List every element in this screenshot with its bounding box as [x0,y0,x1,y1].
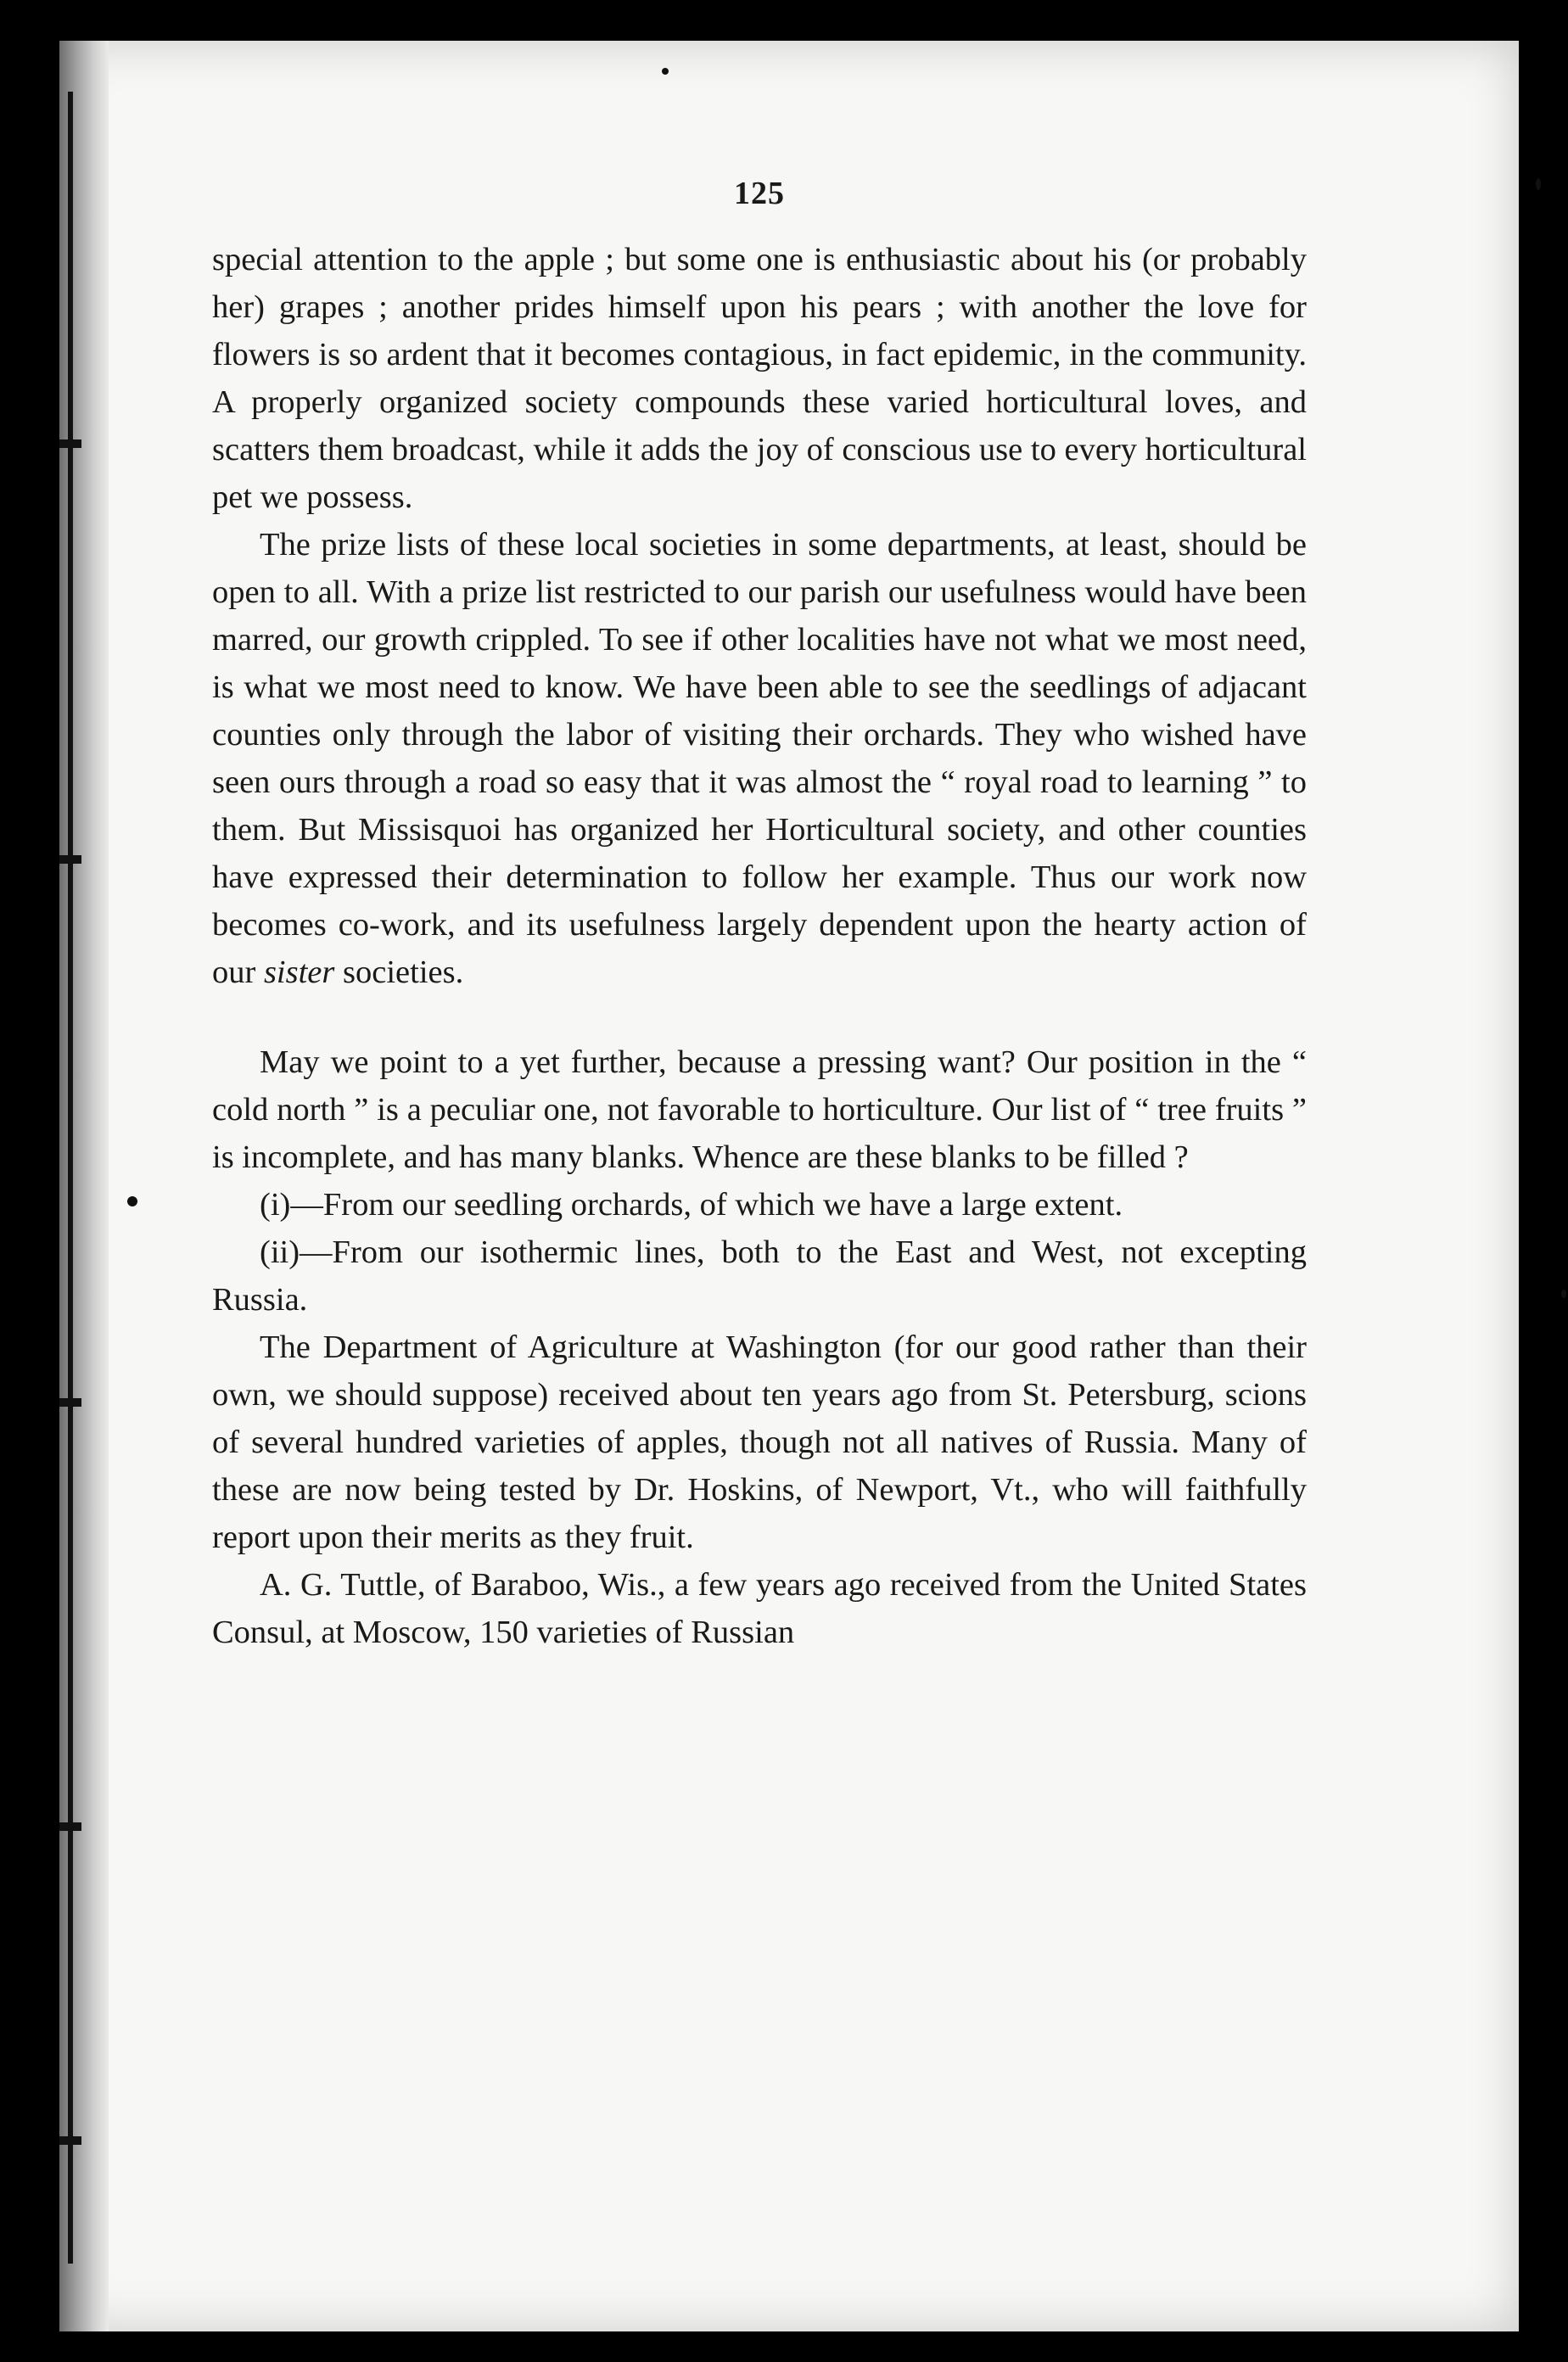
list-item: (i)—From our seedling orchards, of which we have a large extent. [260,1187,1123,1223]
paragraph-text: The prize lists of these local societies in some departments, at least, should be open to all. With a prize list restricted to our parish our usefulness would have been marred, our growth crippled. To see if other localities have not what we most need, is what we most need to know. We have been able to see the seedlings of adjacant counties only through the labor of visiting their orchards. They who wished have seen ours through a road so easy that it was almost the “ royal road to learning ” to them. But Missisquoi has organized her Horticultural society, and other counties have expressed their determination to follow her example. Thus our work now becomes co-work, and its usefulness largely dependent upon the hearty action of our [212,527,1307,990]
paragraph: A. G. Tuttle, of Baraboo, Wis., a few years ago received from the United States Consul, at Moscow, 150 varieties of Russian [212,1567,1307,1650]
binding-stitch [59,1822,81,1831]
paragraph: The Department of Agriculture at Washington (for our good rather than their own, we should suppose) received about ten years ago from St. Petersburg, scions of several hundred varieties of apples, though not all natives of Russia. Many of these are now being tested by Dr. Hoskins, of Newport, Vt., who will faithfully report upon their merits as they fruit. [212,1329,1307,1555]
scan-speck [1561,1290,1566,1298]
scan-speck [127,1196,137,1206]
scan-speck [1536,178,1541,190]
binding-stitch [59,855,81,864]
binding-edge [68,92,73,2264]
paragraph: special attention to the apple ; but some one is enthusiastic about his (or probably her) grapes ; another prides himself upon his pears ; with another the love for flowers is so ardent that it becomes contagious, in fact epidemic, in the community. A properly organized society compounds these varied horticultural loves, and scatters them broadcast, while it adds the joy of conscious use to every horticultural pet we possess. [212,242,1307,515]
page-text [212,170,1307,1656]
binding-stitch [59,2136,81,2145]
emphasized-word: sister [263,954,335,990]
paragraph [212,521,1307,996]
page-number: 125 [734,176,785,211]
page-gutter [59,41,109,2331]
list-item: (ii)—From our isothermic lines, both to the East and West, not excepting Russia. [212,1234,1307,1318]
paragraph: May we point to a yet further, because a pressing want? Our position in the “ cold north ” is a peculiar one, not favorable to horticulture. Our list of “ tree fruits ” is incomplete, and has many blanks. Whence are these blanks to be filled ? [212,1044,1307,1175]
paragraph-text: societies. [334,954,464,990]
scan-speck [662,68,669,75]
binding-stitch [59,1398,81,1407]
binding-stitch [59,439,81,448]
